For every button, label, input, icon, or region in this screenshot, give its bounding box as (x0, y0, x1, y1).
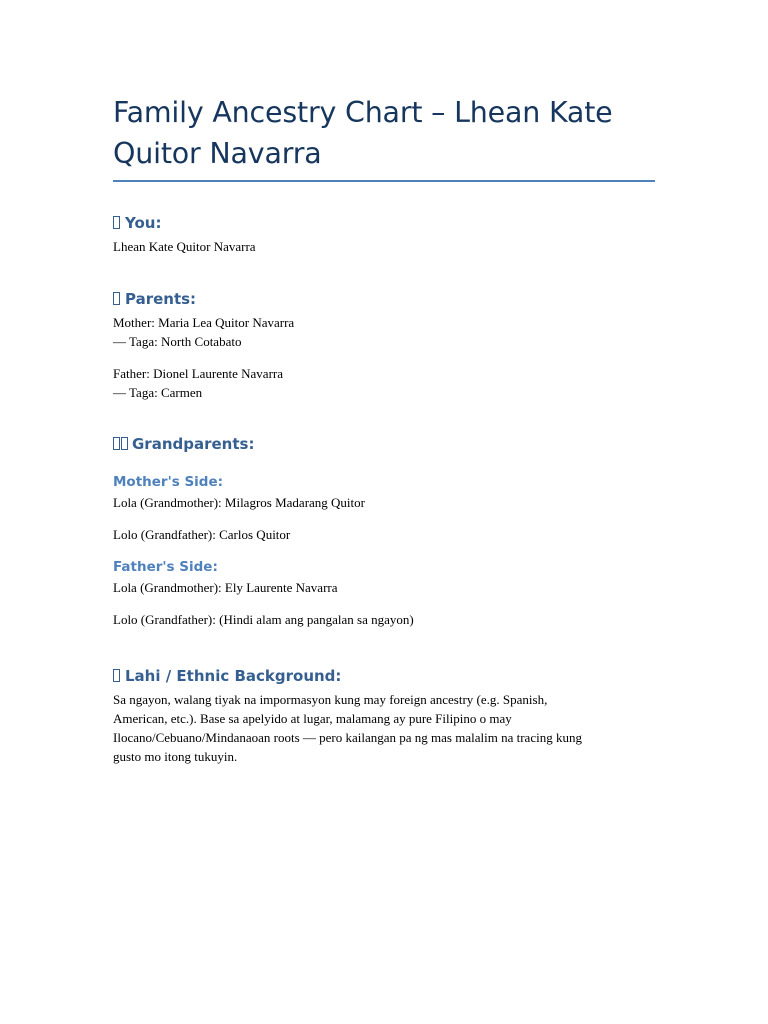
missing-glyph-icon (113, 216, 120, 229)
missing-glyph-icon (121, 437, 128, 450)
section-grandparents-heading-text: Grandparents: (132, 435, 255, 453)
ethnic-line: Sa ngayon, walang tiyak na impormasyon kung may foreign ancestry (e.g. Spanish, (113, 692, 548, 707)
missing-glyph-icon (113, 437, 120, 450)
document-title: Family Ancestry Chart – Lhean Kate Quitor Navarra (113, 96, 613, 170)
missing-glyph-icon (113, 292, 120, 305)
section-grandparents-heading (113, 434, 655, 454)
fathers-side-heading: Father's Side: (113, 559, 218, 575)
section-parents (113, 289, 655, 402)
father-origin: — Taga: Carmen (113, 385, 203, 400)
ethnic-line: Ilocano/Cebuano/Mindanaoan roots — pero kailangan pa ng mas malalim na tracing kung (113, 730, 582, 745)
mothers-side-lolo: Lolo (Grandfather): Carlos Quitor (113, 527, 291, 542)
section-grandparents (113, 434, 655, 629)
you-name: Lhean Kate Quitor Navarra (113, 239, 256, 254)
mothers-side-lola: Lola (Grandmother): Milagros Madarang Quitor (113, 495, 365, 510)
fathers-side-lola: Lola (Grandmother): Ely Laurente Navarra (113, 580, 338, 595)
section-ethnic-heading (113, 666, 655, 686)
ethnic-line: gusto mo itong tukuyin. (113, 749, 238, 764)
section-ethnic-background (113, 666, 655, 766)
section-parents-heading (113, 289, 655, 309)
mother-origin: — Taga: North Cotabato (113, 334, 242, 349)
father-line: Father: Dionel Laurente Navarra (113, 366, 284, 381)
section-parents-heading-text: Parents: (125, 290, 197, 308)
section-you-heading (113, 213, 655, 233)
mothers-side-heading: Mother's Side: (113, 474, 224, 490)
fathers-side-lolo: Lolo (Grandfather): (Hindi alam ang pangalan sa ngayon) (113, 612, 414, 627)
ethnic-line: American, etc.). Base sa apelyido at lugar, malamang ay pure Filipino o may (113, 711, 512, 726)
section-ethnic-heading-text: Lahi / Ethnic Background: (125, 667, 342, 685)
section-you (113, 213, 655, 256)
section-you-heading-text: You: (125, 214, 162, 232)
ethnic-paragraph (113, 690, 655, 766)
mother-line: Mother: Maria Lea Quitor Navarra (113, 315, 295, 330)
missing-glyph-icon (113, 669, 120, 682)
title-underline (113, 180, 655, 182)
